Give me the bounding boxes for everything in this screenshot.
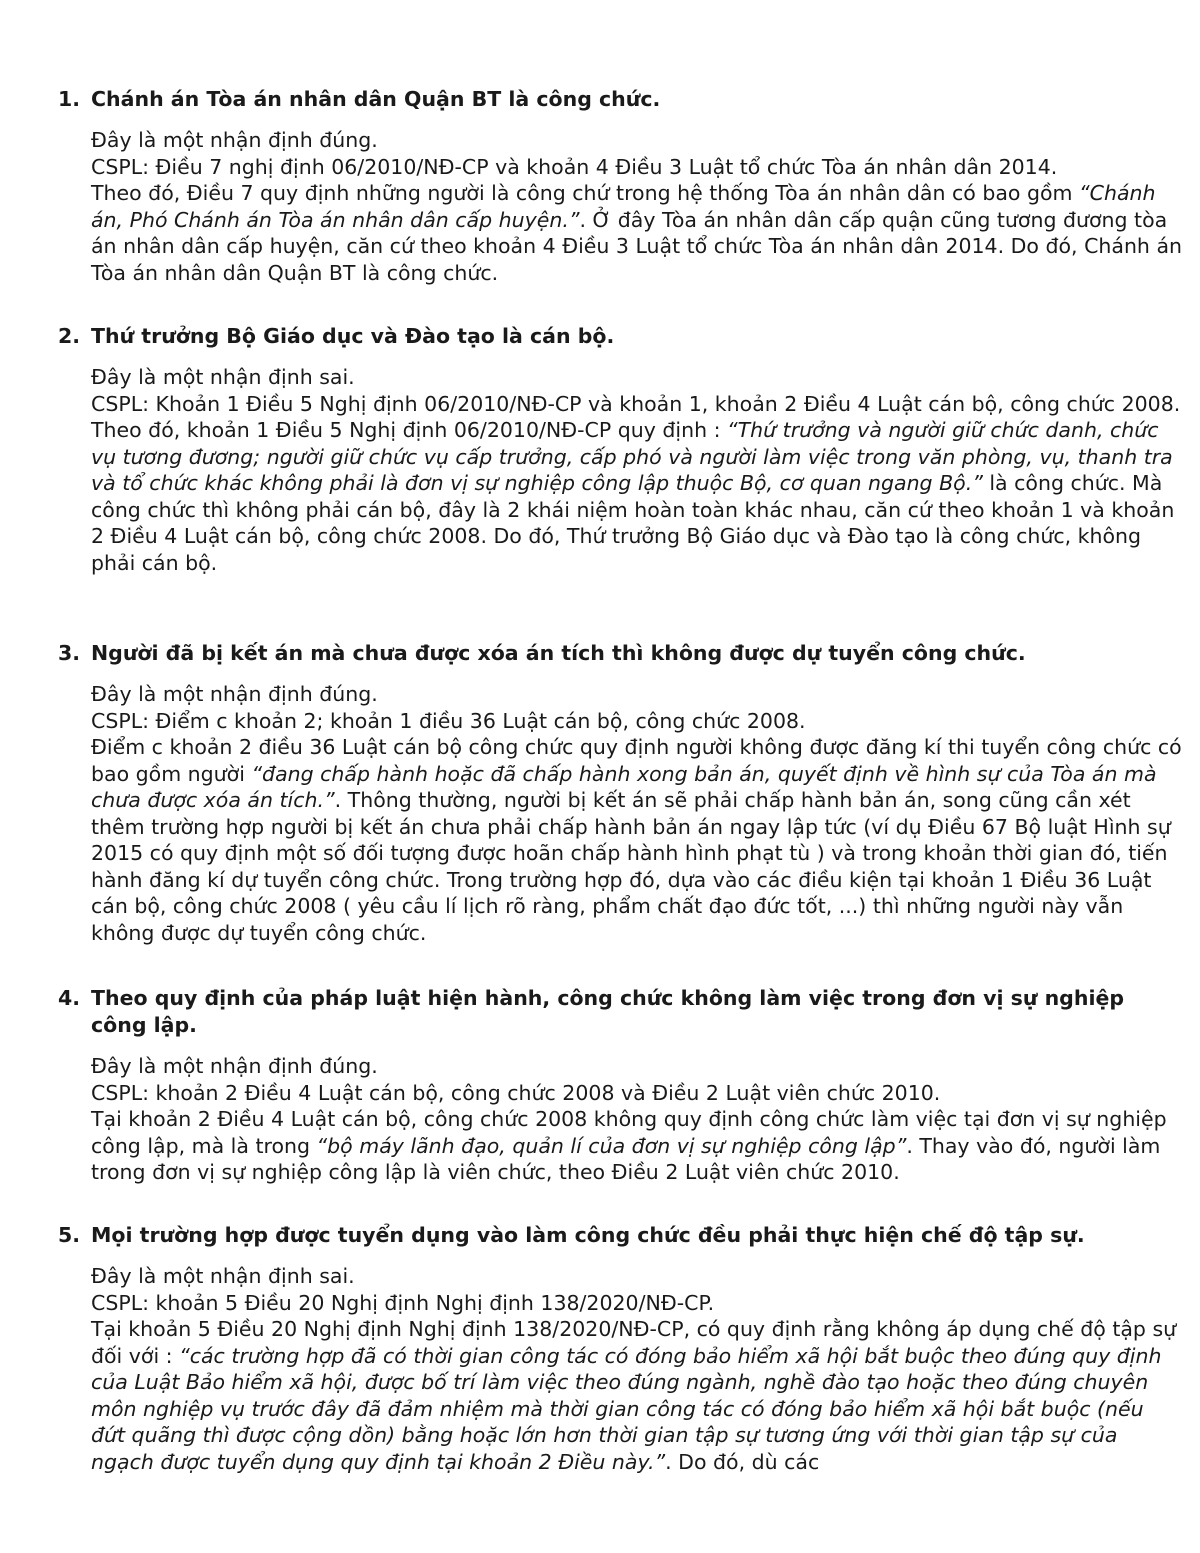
statement-5	[0, 1222, 1200, 1475]
legal-basis: CSPL: Điều 7 nghị định 06/2010/NĐ-CP và khoản 4 Điều 3 Luật tổ chức Tòa án nhân dân 2014.	[91, 154, 1058, 179]
explanation-text: . Thông thường, người bị kết án sẽ phải chấp hành bản án, song cũng cần xét thêm trường hợp người bị kết án chưa phải chấp hành bản án ngay lập tức (ví dụ Điều 67 Bộ luật Hình sự 2015 có quy định một số đối tượng được hoãn chấp hành hình phạt tù ) và trong khoản thời gian đó, tiến hành đăng kí dự tuyển công chức. Trong trường hợp đó, dựa vào các điều kiện tại khoản 1 Điều 36 Luật cán bộ, công chức 2008 ( yêu cầu lí lịch rõ ràng, phẩm chất đạo đức tốt, ...) thì những người này vẫn không được dự tuyển công chức.	[91, 788, 1171, 945]
statement-2	[0, 323, 1200, 576]
verdict: Đây là một nhận định đúng.	[91, 682, 378, 706]
statement-number: 5.	[58, 1223, 81, 1247]
statement-3	[0, 640, 1200, 946]
statement-text: Theo quy định của pháp luật hiện hành, công chức không làm việc trong đơn vị sự nghiệp công lập.	[91, 986, 1125, 1037]
explanation-text: Điểm c khoản 2 điều 36 Luật cán bộ công chức quy định người không được đăng kí thi tuyển công chức có bao gồm người	[91, 735, 1182, 786]
explanation	[0, 180, 1200, 286]
explanation	[0, 417, 1200, 576]
verdict: Đây là một nhận định đúng.	[91, 1054, 378, 1078]
explanation-quote: “đang chấp hành hoặc đã chấp hành xong bản án, quyết định về hình sự của Tòa án mà chưa được xóa án tích.”	[91, 761, 1157, 812]
legal-basis: CSPL: khoản 2 Điều 4 Luật cán bộ, công chức 2008 và Điều 2 Luật viên chức 2010.	[91, 1080, 941, 1105]
statement-heading	[0, 640, 1200, 667]
statement-text: Thứ trưởng Bộ Giáo dục và Đào tạo là cán bộ.	[91, 324, 615, 348]
explanation-text: là công chức. Mà công chức thì không phải cán bộ, đây là 2 khái niệm hoàn toàn khác nhau, căn cứ theo khoản 1 và khoản 2 Điều 4 Luật cán bộ, công chức 2008. Do đó, Thứ trưởng Bộ Giáo dục và Đào tạo là công chức, không phải cán bộ.	[91, 471, 1175, 575]
explanation-quote: “Chánh án, Phó Chánh án Tòa án nhân dân cấp huyện.”	[91, 181, 1156, 232]
explanation-text: . Thay vào đó, người làm trong đơn vị sự nghiệp công lập là viên chức, theo Điều 2 Luật viên chức 2010.	[91, 1133, 1161, 1184]
statement-number: 3.	[58, 641, 81, 665]
statement-heading	[0, 985, 1200, 1039]
explanation-text: Theo đó, khoản 1 Điều 5 Nghị định 06/2010/NĐ-CP quy định :	[91, 418, 728, 442]
explanation-quote: “các trường hợp đã có thời gian công tác có đóng bảo hiểm xã hội bắt buộc theo đúng quy định của Luật Bảo hiểm xã hội, được bố trí làm việc theo đúng ngành, nghề đào tạo hoặc theo đúng chuyên môn nghiệp vụ trước đây đã đảm nhiệm mà thời gian công tác có đóng bảo hiểm xã hội bắt buộc (nếu đứt quãng thì được cộng dồn) bằng hoặc lớn hơn thời gian tập sự tương ứng với thời gian tập sự của ngạch được tuyển dụng quy định tại khoản 2 Điều này.”	[91, 1343, 1162, 1474]
explanation	[0, 1316, 1200, 1475]
explanation	[0, 1106, 1200, 1186]
legal-basis: CSPL: Khoản 1 Điều 5 Nghị định 06/2010/NĐ-CP và khoản 1, khoản 2 Điều 4 Luật cán bộ, công chức 2008.	[91, 391, 1181, 416]
verdict: Đây là một nhận định đúng.	[91, 128, 378, 152]
explanation-text: . Ở đây Tòa án nhân dân cấp quận cũng tương đương tòa án nhân dân cấp huyện, căn cứ theo khoản 4 Điều 3 Luật tổ chức Tòa án nhân dân 2014. Do đó, Chánh án Tòa án nhân dân Quận BT là công chức.	[91, 207, 1182, 285]
explanation-quote: “bộ máy lãnh đạo, quản lí của đơn vị sự nghiệp công lập”	[316, 1133, 907, 1158]
statement-4	[0, 985, 1200, 1186]
statement-1	[0, 86, 1200, 286]
statement-number: 1.	[58, 87, 81, 111]
statement-number: 4.	[58, 986, 81, 1010]
statement-heading	[0, 86, 1200, 113]
verdict: Đây là một nhận định sai.	[91, 365, 355, 389]
explanation	[0, 734, 1200, 946]
explanation-text: . Do đó, dù các	[665, 1449, 820, 1474]
verdict: Đây là một nhận định sai.	[91, 1264, 355, 1288]
statement-heading	[0, 1222, 1200, 1249]
statement-text: Mọi trường hợp được tuyển dụng vào làm công chức đều phải thực hiện chế độ tập sự.	[91, 1223, 1085, 1247]
legal-basis: CSPL: Điểm c khoản 2; khoản 1 điều 36 Luật cán bộ, công chức 2008.	[91, 708, 806, 733]
explanation-text: Tại khoản 2 Điều 4 Luật cán bộ, công chức 2008 không quy định công chức làm việc tại đơn vị sự nghiệp công lập, mà là trong	[91, 1107, 1167, 1158]
explanation-quote: “Thứ trưởng và người giữ chức danh, chức vụ tương đương; người giữ chức vụ cấp trưởng, cấp phó và người làm việc trong văn phòng, vụ, thanh tra và tổ chức khác không phải là đơn vị sự nghiệp công lập thuộc Bộ, cơ quan ngang Bộ.”	[91, 418, 1173, 495]
explanation-text: Tại khoản 5 Điều 20 Nghị định Nghị định 138/2020/NĐ-CP, có quy định rằng không áp dụng chế độ tập sự đối với :	[91, 1317, 1177, 1368]
statement-number: 2.	[58, 324, 81, 348]
statement-text: Chánh án Tòa án nhân dân Quận BT là công chức.	[91, 87, 661, 111]
legal-basis: CSPL: khoản 5 Điều 20 Nghị định Nghị định 138/2020/NĐ-CP.	[91, 1290, 715, 1315]
statement-heading	[0, 323, 1200, 350]
statement-text: Người đã bị kết án mà chưa được xóa án tích thì không được dự tuyển công chức.	[91, 641, 1026, 665]
explanation-text: Theo đó, Điều 7 quy định những người là công chứ trong hệ thống Tòa án nhân dân có bao gồm	[91, 181, 1080, 205]
